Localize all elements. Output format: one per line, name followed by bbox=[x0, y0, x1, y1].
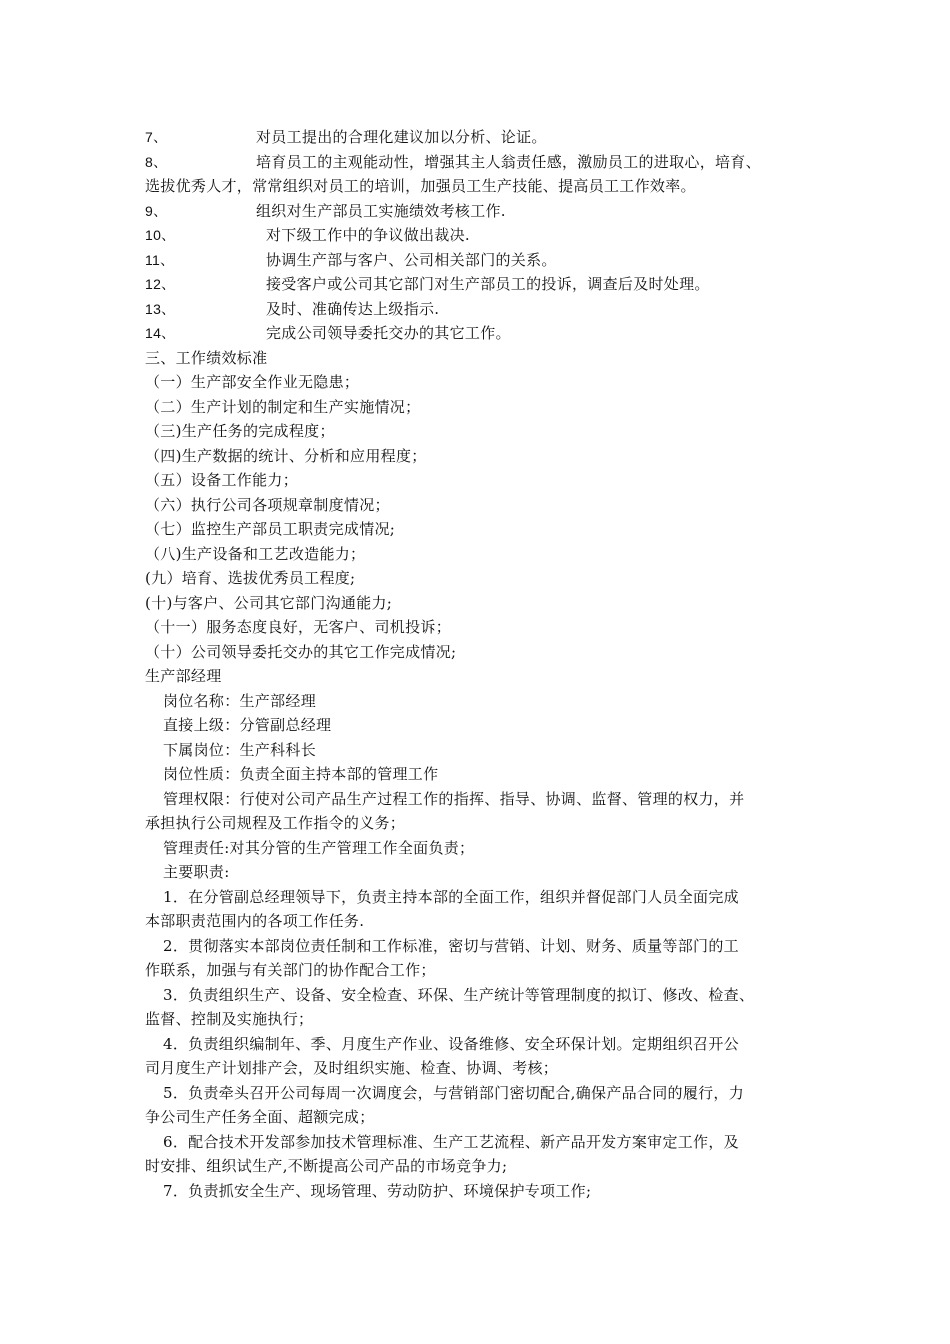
performance-item-3: （三)生产任务的完成程度； bbox=[145, 422, 335, 440]
item-number: 11、 bbox=[145, 251, 175, 268]
item-text: 对员工提出的合理化建议加以分析、论证。 bbox=[256, 128, 547, 146]
item-text: 及时、准确传达上级指示. bbox=[266, 299, 440, 318]
item-number: 10、 bbox=[145, 227, 176, 243]
performance-item-4: （四)生产数据的统计、分析和应用程度； bbox=[145, 446, 427, 465]
duty-item-14 bbox=[145, 321, 810, 346]
item-text: 培育员工的主观能动性，增强其主人翁责任感，激励员工的进取心，培育、 bbox=[256, 152, 761, 171]
main-duty-7: 7．负责抓安全生产、现场管理、劳动防护、环境保护专项工作; bbox=[163, 1181, 592, 1200]
performance-item-12: （十）公司领导委托交办的其它工作完成情况; bbox=[145, 642, 457, 661]
item-text: 完成公司领导委托交办的其它工作。 bbox=[266, 324, 511, 342]
performance-item-11: （十一）服务态度良好，无客户、司机投诉； bbox=[145, 618, 452, 636]
main-duty-4: 4．负责组织编制年、季、月度生产作业、设备维修、安全环保计划。定期组织召开公 bbox=[163, 1034, 739, 1053]
main-duty-2-continuation: 作联系，加强与有关部门的协作配合工作； bbox=[145, 961, 436, 979]
main-duty-1-continuation: 本部职责范围内的各项工作任务. bbox=[145, 912, 365, 930]
duty-item-8 bbox=[145, 150, 810, 175]
item-text: 接受客户或公司其它部门对生产部员工的投诉，调查后及时处理。 bbox=[266, 275, 710, 293]
field-authority-continuation: 承担执行公司规程及工作指令的义务； bbox=[145, 814, 406, 832]
performance-item-6: （六）执行公司各项规章制度情况； bbox=[145, 495, 390, 514]
duty-item-8-continuation: 选拔优秀人才，常常组织对员工的培训，加强员工生产技能、提高员工工作效率。 bbox=[145, 177, 696, 195]
duty-item-9 bbox=[145, 199, 810, 224]
field-position-nature: 岗位性质：负责全面主持本部的管理工作 bbox=[163, 765, 439, 783]
main-duty-6: 6．配合技术开发部参加技术管理标准、生产工艺流程、新产品开发方案审定工作，及 bbox=[163, 1132, 739, 1151]
performance-item-9: (九）培育、选拔优秀员工程度; bbox=[145, 569, 356, 587]
main-duty-5: 5．负责牵头召开公司每周一次调度会，与营销部门密切配合,确保产品合同的履行，力 bbox=[163, 1083, 745, 1102]
performance-item-10: (十)与客户、公司其它部门沟通能力; bbox=[145, 593, 393, 612]
section-heading-performance: 三、工作绩效标准 bbox=[145, 348, 268, 367]
main-duty-3: 3．负责组织生产、设备、安全检查、环保、生产统计等管理制度的拟订、修改、检查、 bbox=[163, 985, 755, 1004]
main-duty-3-continuation: 监督、控制及实施执行； bbox=[145, 1010, 314, 1028]
duty-item-13 bbox=[145, 297, 810, 322]
field-position-name: 岗位名称：生产部经理 bbox=[163, 691, 317, 710]
performance-item-7: （七）监控生产部员工职责完成情况; bbox=[145, 520, 396, 538]
performance-item-8: （八)生产设备和工艺改造能力； bbox=[145, 544, 366, 563]
duty-item-7 bbox=[145, 125, 810, 150]
main-duties-label: 主要职责: bbox=[163, 863, 230, 881]
item-number: 13、 bbox=[145, 300, 176, 317]
item-number: 14、 bbox=[145, 325, 176, 341]
item-number: 12、 bbox=[145, 276, 176, 292]
duty-item-12 bbox=[145, 272, 810, 297]
main-duty-6-continuation: 时安排、组织试生产,不断提高公司产品的市场竞争力; bbox=[145, 1157, 508, 1175]
field-responsibility: 管理责任:对其分管的生产管理工作全面负责； bbox=[163, 838, 475, 857]
duty-item-10 bbox=[145, 223, 810, 248]
item-number: 9、 bbox=[145, 202, 168, 219]
main-duty-1: 1．在分管副总经理领导下，负责主持本部的全面工作，组织并督促部门人员全面完成 bbox=[163, 887, 739, 906]
item-text: 对下级工作中的争议做出裁决. bbox=[266, 226, 470, 244]
item-text: 协调生产部与客户、公司相关部门的关系。 bbox=[266, 250, 557, 269]
item-text: 组织对生产部员工实施绩效考核工作. bbox=[256, 201, 506, 220]
main-duty-4-continuation: 司月度生产计划排产会，及时组织实施、检查、协调、考核； bbox=[145, 1059, 559, 1077]
performance-item-1: （一）生产部安全作业无隐患； bbox=[145, 373, 360, 391]
performance-item-5: （五）设备工作能力； bbox=[145, 471, 299, 489]
main-duty-2: 2．贯彻落实本部岗位责任制和工作标准，密切与营销、计划、财务、质量等部门的工 bbox=[163, 936, 739, 955]
duty-item-11 bbox=[145, 248, 810, 273]
main-duty-5-continuation: 争公司生产任务全面、超额完成； bbox=[145, 1108, 375, 1126]
performance-item-2: （二）生产计划的制定和生产实施情况； bbox=[145, 397, 421, 416]
field-authority: 管理权限：行使对公司产品生产过程工作的指挥、指导、协调、监督、管理的权力，并 bbox=[163, 789, 745, 808]
field-subordinate-position: 下属岗位：生产科科长 bbox=[163, 740, 317, 759]
section-heading-manager: 生产部经理 bbox=[145, 667, 222, 685]
field-direct-superior: 直接上级：分管副总经理 bbox=[163, 716, 332, 734]
item-number: 7、 bbox=[145, 129, 168, 145]
item-number: 8、 bbox=[145, 153, 168, 170]
document-body bbox=[145, 125, 810, 1203]
